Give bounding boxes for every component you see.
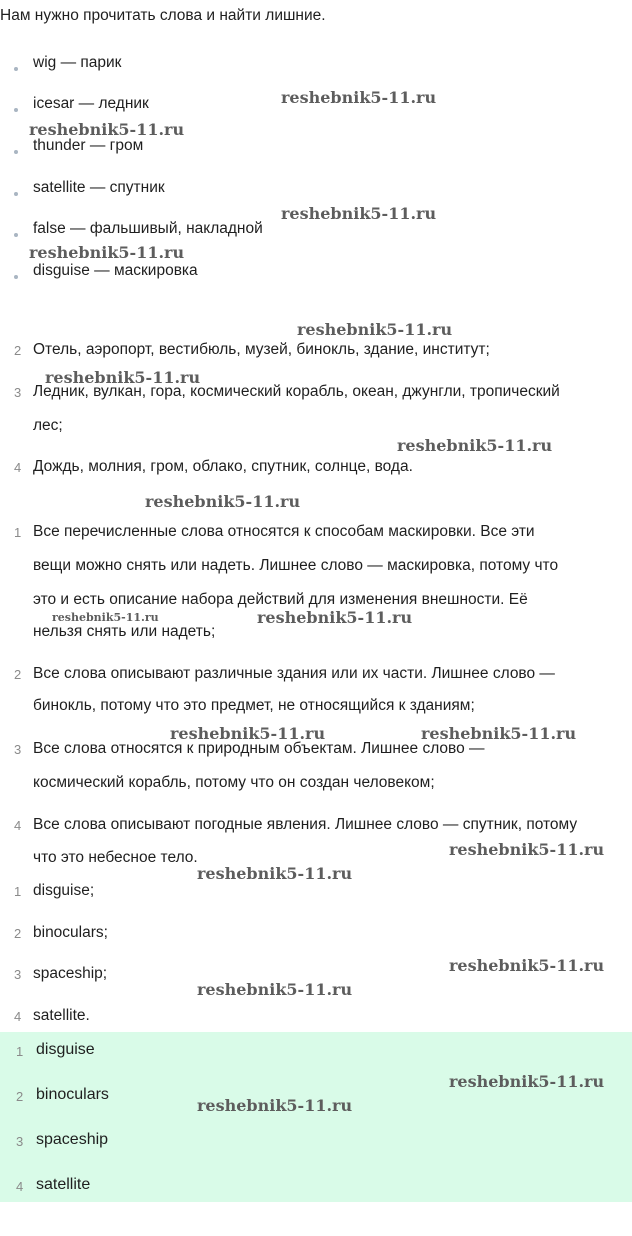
answer-text: disguise; — [33, 882, 95, 899]
item-number: 4 — [14, 818, 22, 833]
watermark: reshebnik5-11.ru — [421, 724, 577, 743]
answer-text: binoculars; — [33, 924, 108, 941]
item-number: 3 — [14, 742, 22, 757]
watermark: reshebnik5-11.ru — [52, 611, 159, 624]
item-number: 2 — [16, 1089, 24, 1104]
word-group-text: Отель, аэропорт, вестибюль, музей, бинокль, здание, институт; — [33, 341, 490, 358]
word-group-text: Ледник, вулкан, гора, космический корабль, океан, джунгли, тропический — [33, 383, 560, 400]
watermark: reshebnik5-11.ru — [45, 368, 201, 387]
vocab-text: thunder — гром — [33, 137, 144, 154]
bullet-icon — [14, 67, 18, 71]
watermark: reshebnik5-11.ru — [449, 840, 605, 859]
explanation-text: вещи можно снять или надеть. Лишнее слово — маскировка, потому что — [33, 557, 559, 574]
answer-text: satellite. — [33, 1007, 90, 1024]
bullet-icon — [14, 150, 18, 154]
answer-box — [0, 1032, 632, 1202]
watermark: reshebnik5-11.ru — [257, 608, 413, 627]
item-number: 4 — [14, 460, 22, 475]
item-number: 1 — [16, 1044, 24, 1059]
explanation-text: Все слова описывают различные здания или их части. Лишнее слово — — [33, 665, 555, 682]
watermark: reshebnik5-11.ru — [29, 243, 185, 262]
explanation-text: Все слова относятся к природным объектам. Лишнее слово — — [33, 740, 485, 757]
explanation-text: что это небесное тело. — [33, 849, 198, 866]
watermark: reshebnik5-11.ru — [297, 320, 453, 339]
final-answer-text: satellite — [36, 1176, 91, 1193]
explanation-text: космический корабль, потому что он создан человеком; — [33, 774, 435, 791]
item-number: 3 — [14, 967, 22, 982]
watermark: reshebnik5-11.ru — [449, 956, 605, 975]
bullet-icon — [14, 108, 18, 112]
watermark: reshebnik5-11.ru — [397, 436, 553, 455]
watermark: reshebnik5-11.ru — [449, 1072, 605, 1091]
watermark: reshebnik5-11.ru — [197, 980, 353, 999]
item-number: 2 — [14, 667, 22, 682]
item-number: 3 — [14, 385, 22, 400]
word-group-text: лес; — [33, 417, 63, 434]
explanation-text: Все перечисленные слова относятся к способам маскировки. Все эти — [33, 523, 535, 540]
explanation-text: нельзя снять или надеть; — [33, 623, 216, 640]
item-number: 2 — [14, 926, 22, 941]
word-group-text: Дождь, молния, гром, облако, спутник, солнце, вода. — [33, 458, 413, 475]
watermark: reshebnik5-11.ru — [197, 864, 353, 883]
vocab-text: satellite — спутник — [33, 179, 165, 196]
bullet-icon — [14, 233, 18, 237]
watermark: reshebnik5-11.ru — [170, 724, 326, 743]
vocab-text: wig — парик — [33, 54, 122, 71]
watermark: reshebnik5-11.ru — [145, 492, 301, 511]
bullet-icon — [14, 192, 18, 196]
answer-text: spaceship; — [33, 965, 108, 982]
final-answer-text: binoculars — [36, 1086, 109, 1103]
item-number: 1 — [14, 884, 22, 899]
item-number: 3 — [16, 1134, 24, 1149]
watermark: reshebnik5-11.ru — [281, 204, 437, 223]
final-answer-text: disguise — [36, 1041, 95, 1058]
watermark: reshebnik5-11.ru — [281, 88, 437, 107]
intro-text: Нам нужно прочитать слова и найти лишние. — [0, 7, 326, 24]
vocab-text: false — фальшивый, накладной — [33, 220, 263, 237]
final-answer-text: spaceship — [36, 1131, 109, 1148]
item-number: 4 — [14, 1009, 22, 1024]
vocab-text: icesar — ледник — [33, 95, 149, 112]
bullet-icon — [14, 275, 18, 279]
item-number: 2 — [14, 343, 22, 358]
watermark: reshebnik5-11.ru — [197, 1096, 353, 1115]
vocab-text: disguise — маскировка — [33, 262, 198, 279]
item-number: 4 — [16, 1179, 24, 1194]
item-number: 1 — [14, 525, 22, 540]
explanation-text: Все слова описывают погодные явления. Лишнее слово — спутник, потому — [33, 816, 578, 833]
watermark: reshebnik5-11.ru — [29, 120, 185, 139]
explanation-text: это и есть описание набора действий для изменения внешности. Её — [33, 591, 528, 608]
explanation-text: бинокль, потому что это предмет, не относящийся к зданиям; — [33, 697, 475, 714]
